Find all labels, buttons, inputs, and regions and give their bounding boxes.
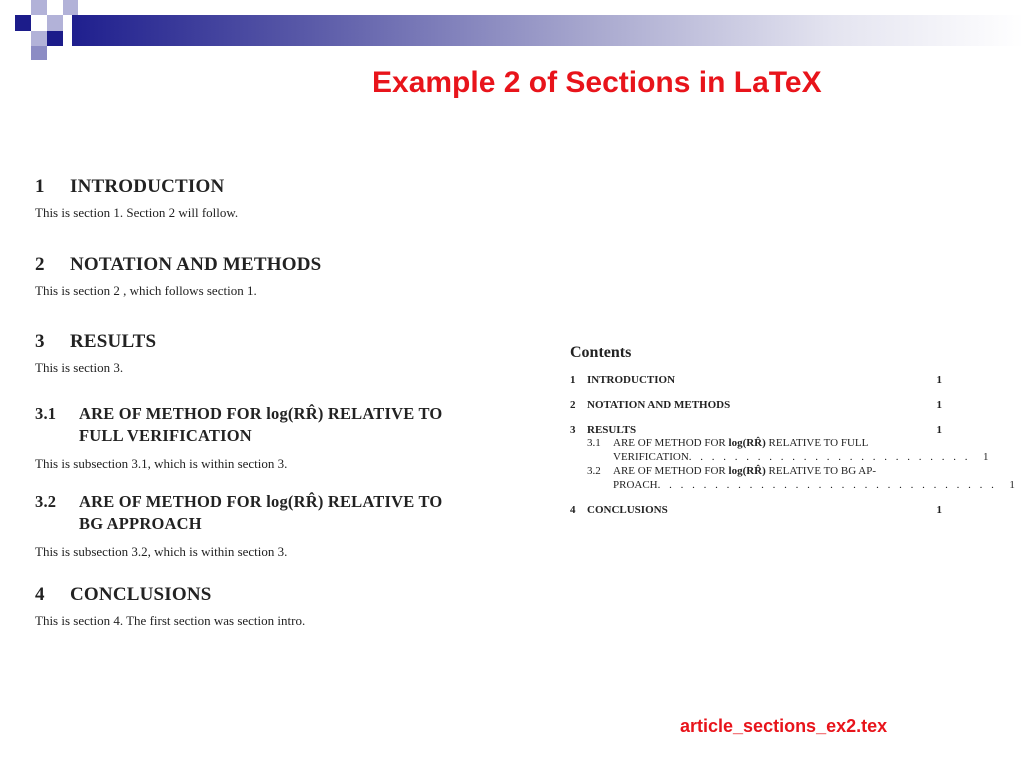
toc-entry-title: RESULTS: [587, 424, 637, 436]
toc-entry-number: 1: [570, 374, 576, 386]
subsection-title-line2: BG APPROACH: [79, 514, 202, 533]
header-square-lilac: [31, 0, 47, 15]
subsection-text: This is subsection 3.1, which is within section 3.: [35, 456, 288, 471]
subsection-3-1: [35, 403, 505, 472]
footer-filename: article_sections_ex2.tex: [680, 716, 888, 736]
toc-entry-number: 2: [570, 399, 576, 411]
toc-entry: [570, 373, 942, 387]
toc-entry-page: 1: [936, 424, 942, 436]
toc-dot-leader: . . . . . . . . . . . . . . . . . . . . . . . . .: [688, 451, 971, 463]
subsection-heading: [35, 491, 505, 535]
toc-subentry-text: ARE OF METHOD FOR: [613, 465, 729, 477]
section-text: This is section 3.: [35, 360, 124, 375]
toc-subentry-page: 1: [983, 451, 989, 463]
header-square-lilac: [31, 31, 47, 46]
section-title: NOTATION AND METHODS: [70, 254, 322, 275]
toc-entry-title: NOTATION AND METHODS: [587, 399, 731, 411]
toc-entry-page: 1: [936, 399, 942, 411]
subsection-number: 3.1: [35, 404, 57, 423]
toc-subentry-page: 1: [1009, 479, 1015, 491]
header-gradient-bar: [72, 15, 1024, 46]
toc-entry-number: 4: [570, 504, 576, 516]
section-number: 1: [35, 176, 45, 197]
header-square-lilac: [63, 0, 78, 15]
slide-title: Example 2 of Sections in LaTeX: [372, 66, 822, 99]
section-text: This is section 4. The first section was section intro.: [35, 613, 306, 628]
subsection-title-line1: ARE OF METHOD FOR log(RR̂) RELATIVE TO: [79, 404, 443, 423]
section-title: RESULTS: [70, 331, 157, 352]
toc-subentry-math: log(RR̂): [728, 465, 766, 477]
toc-subentry-text: RELATIVE TO BG AP-: [765, 465, 877, 477]
toc-subentry-text: ARE OF METHOD FOR: [613, 437, 729, 449]
toc-entry-page: 1: [936, 374, 942, 386]
section-number: 3: [35, 331, 45, 352]
section-number: 4: [35, 584, 45, 605]
section-heading: [35, 254, 505, 276]
section-title: CONCLUSIONS: [70, 584, 212, 605]
section-heading: [35, 584, 505, 606]
toc-entry: [570, 423, 942, 437]
subsection-text: This is subsection 3.2, which is within section 3.: [35, 544, 288, 559]
section-number: 2: [35, 254, 45, 275]
section-heading: [35, 176, 505, 198]
toc-entry: [570, 398, 942, 412]
toc-entry-number: 3: [570, 424, 576, 436]
toc-subentry: [587, 436, 989, 464]
toc-subentry-text: RELATIVE TO FULL: [765, 437, 869, 449]
toc-entry: [570, 503, 942, 517]
subsection-number: 3.2: [35, 492, 57, 511]
subsection-3-2: [35, 491, 505, 560]
section-2: [35, 254, 505, 299]
contents-heading: Contents: [570, 344, 632, 361]
toc-entry-title: CONCLUSIONS: [587, 504, 668, 516]
toc-subentry-text: PROACH: [613, 479, 658, 491]
table-of-contents: [570, 343, 1015, 516]
header-square-navy: [47, 31, 63, 46]
subsection-heading: [35, 403, 505, 447]
section-heading: [35, 331, 505, 353]
toc-entry-title: INTRODUCTION: [587, 374, 676, 386]
toc-subentry: [587, 464, 1015, 492]
section-3: [35, 331, 505, 376]
section-1: [35, 176, 505, 221]
section-4: [35, 584, 505, 629]
subsection-title-line1: ARE OF METHOD FOR log(RR̂) RELATIVE TO: [79, 492, 443, 511]
header-square-lilac: [47, 15, 63, 31]
header-square-mid: [31, 46, 47, 60]
toc-entry-page: 1: [936, 504, 942, 516]
section-title: INTRODUCTION: [70, 176, 225, 197]
section-text: This is section 1. Section 2 will follow.: [35, 205, 239, 220]
section-text: This is section 2 , which follows section 1.: [35, 283, 257, 298]
toc-subentry-text: VERIFICATION: [613, 451, 689, 463]
toc-subentry-number: 3.1: [587, 437, 601, 449]
toc-subentry-math: log(RR̂): [728, 437, 766, 449]
toc-subentry-number: 3.2: [587, 465, 601, 477]
header-square-navy: [15, 15, 31, 31]
toc-dot-leader: . . . . . . . . . . . . . . . . . . . . . . . . . . . . . .: [657, 479, 997, 491]
subsection-title-line2: FULL VERIFICATION: [79, 426, 252, 445]
